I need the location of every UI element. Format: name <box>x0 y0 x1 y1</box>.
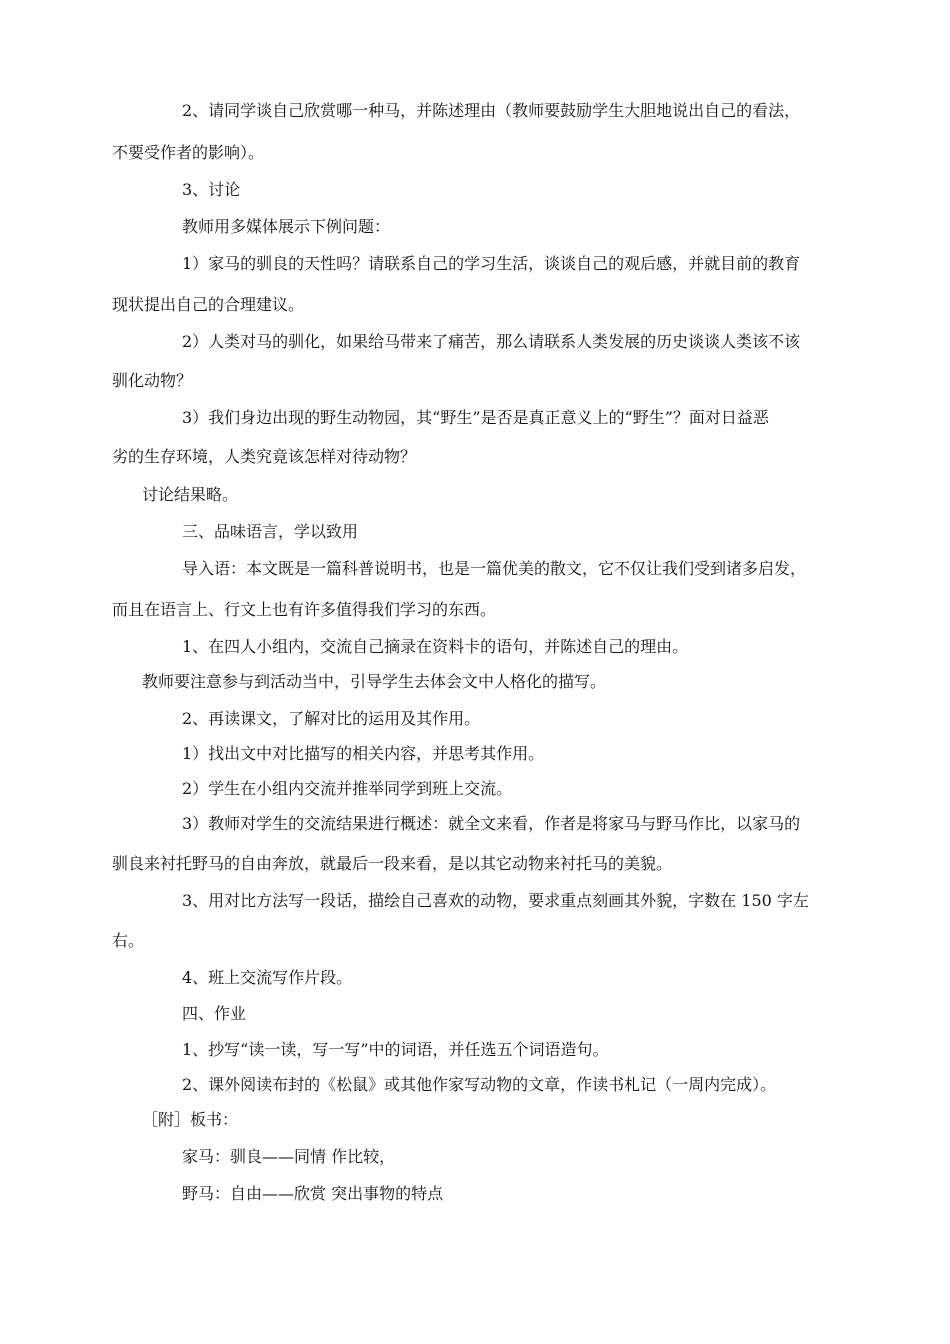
text-line: 讨论结果略。 <box>142 485 239 504</box>
text-line: 劣的生存环境，人类究竟该怎样对待动物？ <box>112 447 417 466</box>
text-line: 不要受作者的影响）。 <box>112 143 265 162</box>
text-line: 野马：自由——欣赏 突出事物的特点 <box>182 1184 444 1203</box>
text-line: 2）学生在小组内交流并推举同学到班上交流。 <box>182 779 513 798</box>
text-line: 1）找出文中对比描写的相关内容，并思考其作用。 <box>182 744 545 763</box>
text-line: 导入语：本文既是一篇科普说明书，也是一篇优美的散文，它不仅让我们受到诸多启发， <box>182 559 807 578</box>
text-line: 2、课外阅读布封的《松鼠》或其他作家写动物的文章，作读书札记（一周内完成）。 <box>182 1075 777 1094</box>
text-line: 2、再读课文，了解对比的运用及其作用。 <box>182 709 481 728</box>
text-line: 3）我们身边出现的野生动物园，其“野生”是否是真正意义上的“野生”？面对日益恶 <box>182 408 769 427</box>
text-line: 1、在四人小组内，交流自己摘录在资料卡的语句，并陈述自己的理由。 <box>182 637 689 656</box>
text-line: 3、用对比方法写一段话，描绘自己喜欢的动物，要求重点刻画其外貌，字数在 150 字左 <box>182 891 809 910</box>
text-line: 家马：驯良——同情 作比较， <box>182 1147 396 1166</box>
text-line: 驯良来衬托野马的自由奔放，就最后一段来看，是以其它动物来衬托马的美貌。 <box>112 854 673 873</box>
section-heading: 四、作业 <box>182 1004 247 1023</box>
text-line: 3、讨论 <box>182 180 241 199</box>
text-line: 2）人类对马的驯化，如果给马带来了痛苦，那么请联系人类发展的历史谈谈人类该不该 <box>182 332 801 351</box>
text-line: 驯化动物？ <box>112 371 193 390</box>
text-line: 4、班上交流写作片段。 <box>182 968 353 987</box>
text-line: 3）教师对学生的交流结果进行概述：就全文来看，作者是将家马与野马作比，以家马的 <box>182 814 801 833</box>
text-line: 而且在语言上、行文上也有许多值得我们学习的东西。 <box>112 600 497 619</box>
text-line: ［附］板书： <box>142 1110 239 1129</box>
text-line: 右。 <box>112 931 145 950</box>
section-heading: 三、品味语言，学以致用 <box>182 522 359 541</box>
text-line: 现状提出自己的合理建议。 <box>112 295 305 314</box>
text-line: 1、抄写“读一读，写一写”中的词语，并任选五个词语造句。 <box>182 1040 609 1059</box>
text-line: 2、请同学谈自己欣赏哪一种马，并陈述理由（教师要鼓励学生大胆地说出自己的看法， <box>182 101 801 120</box>
text-line: 1）家马的驯良的天性吗？请联系自己的学习生活，谈谈自己的观后感，并就目前的教育 <box>182 254 801 273</box>
text-line: 教师用多媒体展示下例问题： <box>182 217 391 236</box>
text-line: 教师要注意参与到活动当中，引导学生去体会文中人格化的描写。 <box>142 672 607 691</box>
